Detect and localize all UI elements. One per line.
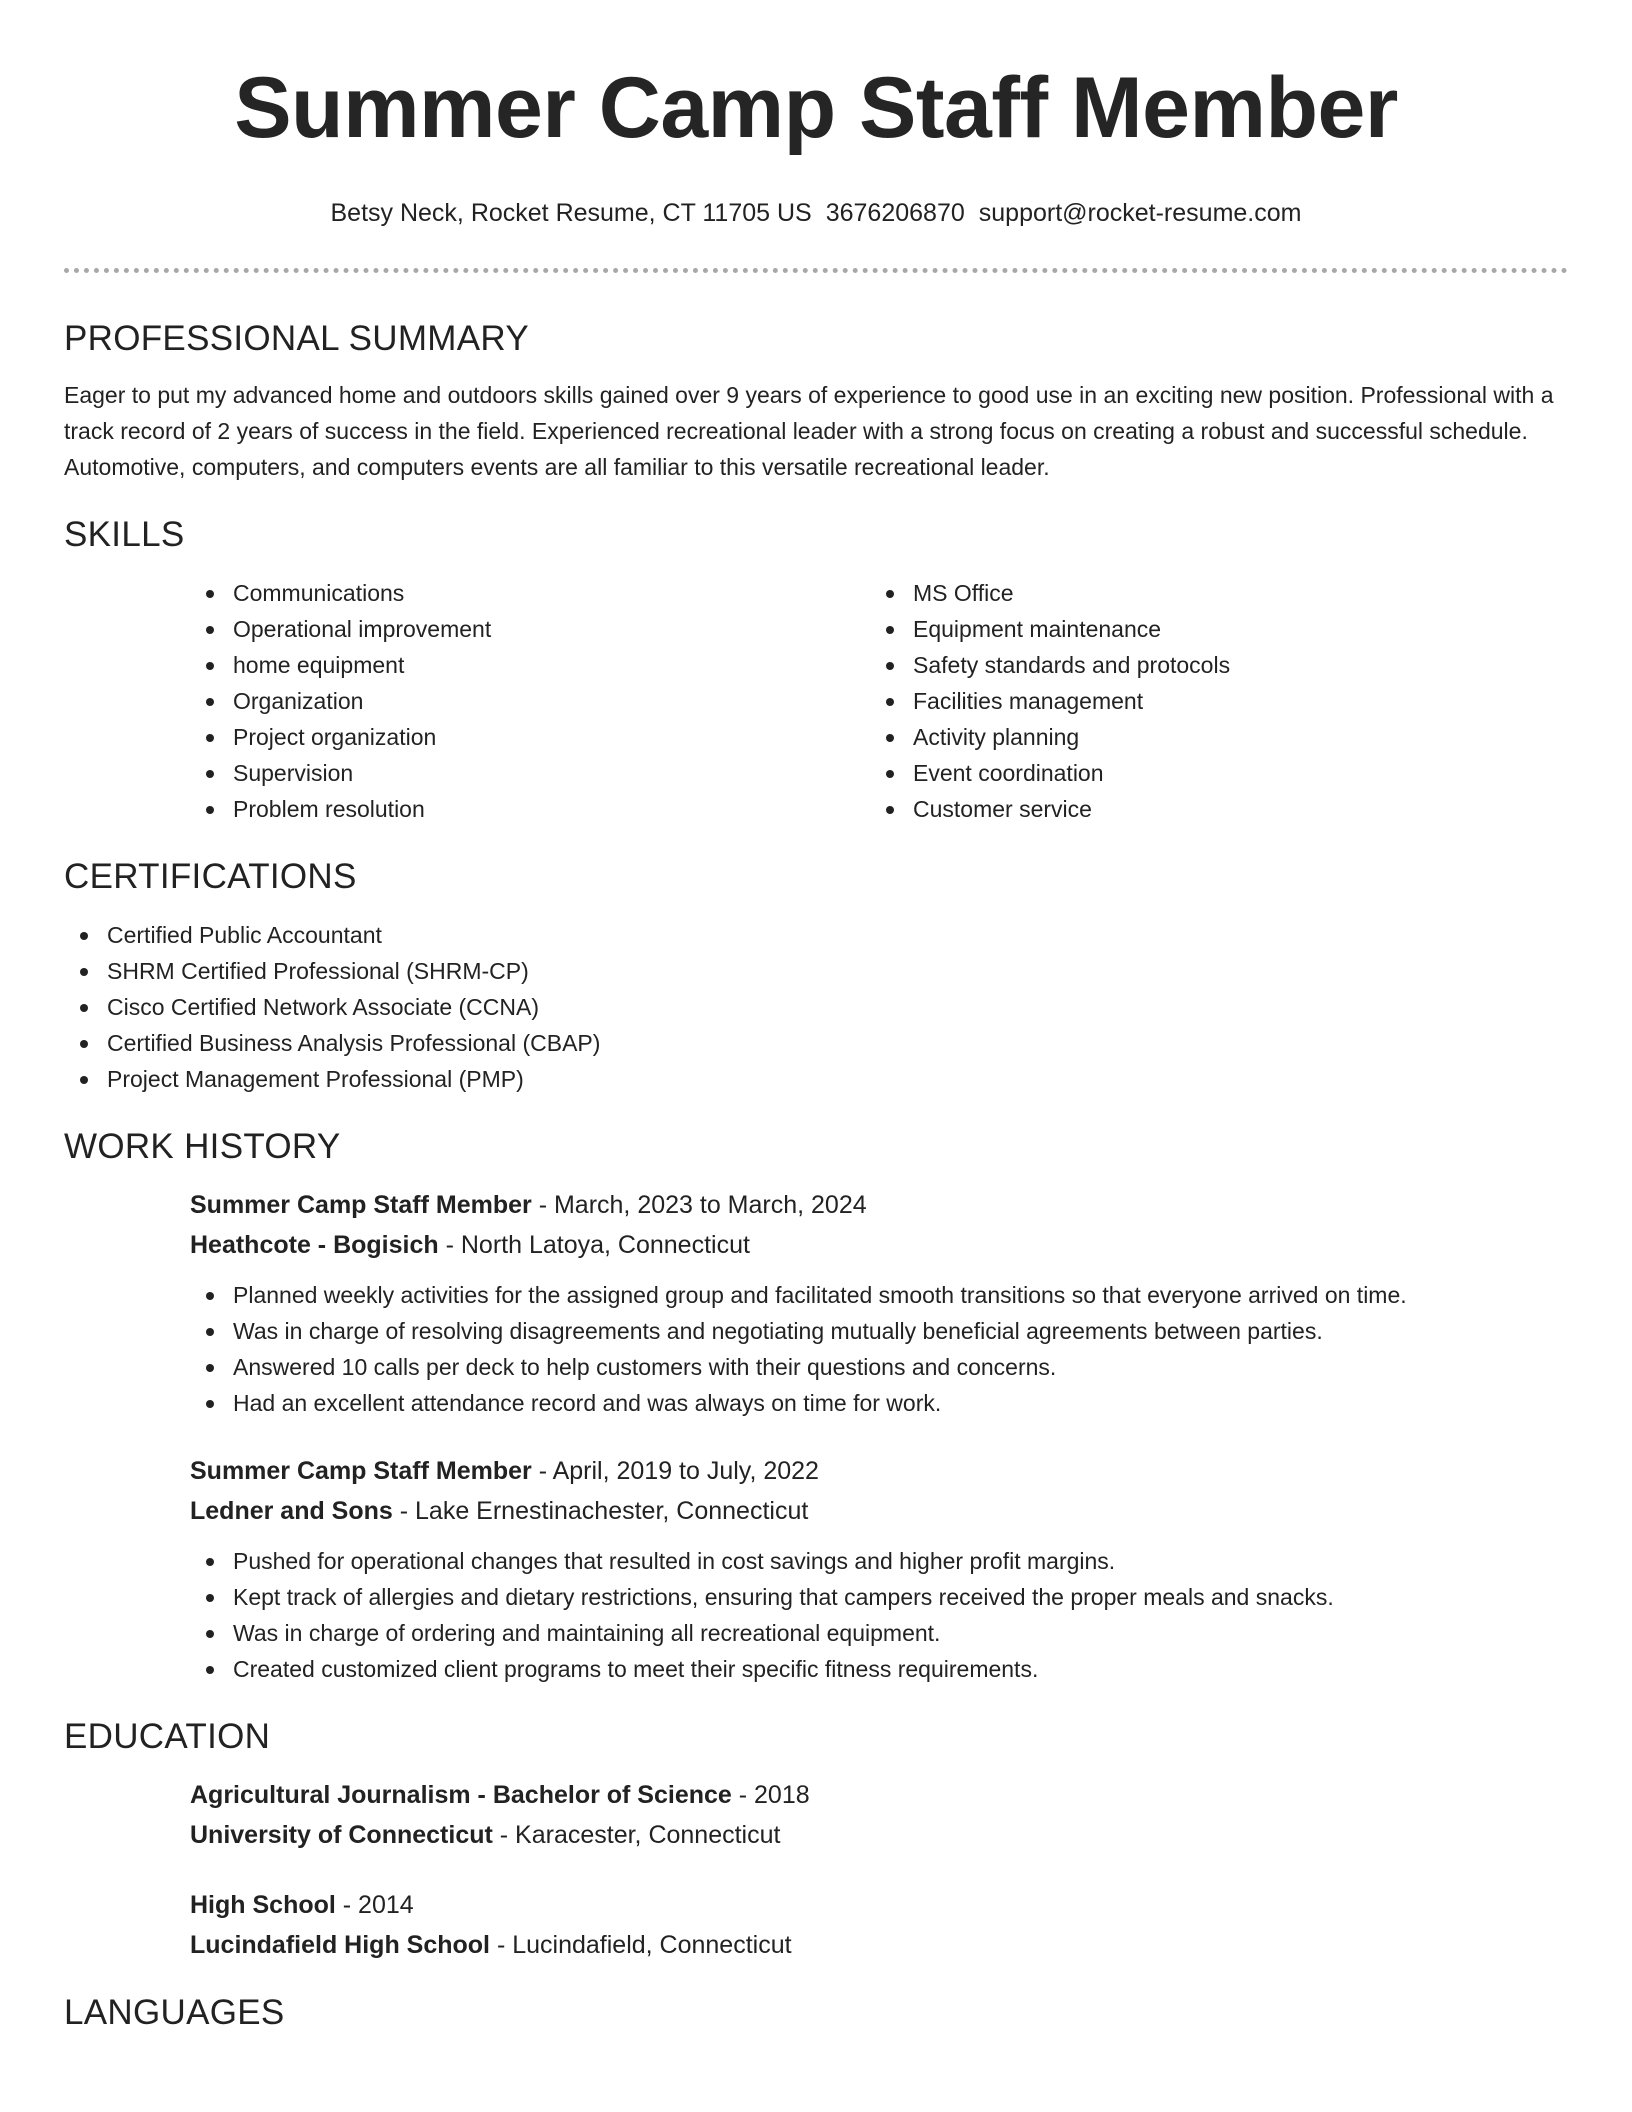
- bullet-icon: [206, 734, 214, 742]
- job-dates: - April, 2019 to July, 2022: [531, 1457, 819, 1485]
- skill-item: Supervision: [190, 755, 870, 791]
- bullet-icon: [206, 1364, 214, 1372]
- bullet-icon: [886, 734, 894, 742]
- skill-item: Operational improvement: [190, 611, 870, 647]
- job-company: Heathcote - Bogisich: [190, 1231, 439, 1259]
- skill-item: Communications: [190, 575, 870, 611]
- bullet-icon: [206, 1666, 214, 1674]
- skill-item: Problem resolution: [190, 791, 870, 827]
- job-duties: [190, 1543, 1568, 1687]
- education-degree-line: [190, 1885, 1568, 1925]
- skill-item: Facilities management: [870, 683, 1550, 719]
- bullet-icon: [80, 968, 88, 976]
- skills-column-right: [870, 575, 1550, 827]
- bullet-icon: [206, 1328, 214, 1336]
- job-title-line: [190, 1451, 1568, 1491]
- bullet-icon: [206, 626, 214, 634]
- job-title: Summer Camp Staff Member: [190, 1191, 532, 1219]
- job-location: - North Latoya, Connecticut: [438, 1231, 750, 1259]
- job-entry: [190, 1185, 1568, 1421]
- job-company-line: [190, 1491, 1568, 1531]
- job-location: - Lake Ernestinachester, Connecticut: [392, 1497, 809, 1525]
- education-year: - 2018: [731, 1781, 810, 1809]
- skill-item: MS Office: [870, 575, 1550, 611]
- bullet-icon: [80, 1076, 88, 1084]
- certification-item: SHRM Certified Professional (SHRM-CP): [64, 953, 1568, 989]
- job-title: Summer Camp Staff Member: [190, 1457, 532, 1485]
- certification-item: Certified Public Accountant: [64, 917, 1568, 953]
- education-school-line: [190, 1925, 1568, 1965]
- job-company: Ledner and Sons: [190, 1497, 393, 1525]
- education-degree: High School: [190, 1891, 336, 1919]
- duty-item: Was in charge of resolving disagreements and negotiating mutually beneficial agreements between parties.: [190, 1313, 1568, 1349]
- certifications-heading: CERTIFICATIONS: [64, 857, 357, 896]
- summary-heading: PROFESSIONAL SUMMARY: [64, 319, 529, 358]
- duty-item: Created customized client programs to meet their specific fitness requirements.: [190, 1651, 1568, 1687]
- bullet-icon: [886, 662, 894, 670]
- duty-item: Kept track of allergies and dietary restrictions, ensuring that campers received the proper meals and snacks.: [190, 1579, 1568, 1615]
- certification-item: Project Management Professional (PMP): [64, 1061, 1568, 1097]
- skills-column-left: [190, 575, 870, 827]
- skill-item: Equipment maintenance: [870, 611, 1550, 647]
- bullet-icon: [80, 1004, 88, 1012]
- education-entry: [190, 1775, 1568, 1855]
- job-duties: [190, 1277, 1568, 1421]
- bullet-icon: [206, 662, 214, 670]
- bullet-icon: [206, 698, 214, 706]
- job-title-line: [190, 1185, 1568, 1225]
- bullet-icon: [886, 626, 894, 634]
- education-school-line: [190, 1815, 1568, 1855]
- education-location: - Lucindafield, Connecticut: [490, 1931, 792, 1959]
- bullet-icon: [206, 806, 214, 814]
- duty-item: Was in charge of ordering and maintaining all recreational equipment.: [190, 1615, 1568, 1651]
- education-degree-line: [190, 1775, 1568, 1815]
- duty-item: Had an excellent attendance record and was always on time for work.: [190, 1385, 1568, 1421]
- bullet-icon: [206, 1558, 214, 1566]
- summary-text: Eager to put my advanced home and outdoors skills gained over 9 years of experience to good use in an exciting new position. Professional with a track record of 2 years of success in the field. Experienced recreational leader with a strong focus on creating a robust and successful schedule. Automotive, computers, and computers events are all familiar to this versatile recreational leader.: [64, 382, 1554, 480]
- skills-list: [190, 575, 1568, 827]
- skill-item: Organization: [190, 683, 870, 719]
- certifications-list: [64, 917, 1568, 1097]
- bullet-icon: [206, 1630, 214, 1638]
- education-heading: EDUCATION: [64, 1717, 271, 1756]
- skill-item: Safety standards and protocols: [870, 647, 1550, 683]
- contact-address: Betsy Neck, Rocket Resume, CT 11705 US: [330, 199, 812, 227]
- work-history-heading: WORK HISTORY: [64, 1127, 341, 1166]
- bullet-icon: [886, 590, 894, 598]
- duty-item: Planned weekly activities for the assigned group and facilitated smooth transitions so that everyone arrived on time.: [190, 1277, 1568, 1313]
- duty-item: Pushed for operational changes that resulted in cost savings and higher profit margins.: [190, 1543, 1568, 1579]
- duty-item: Answered 10 calls per deck to help customers with their questions and concerns.: [190, 1349, 1568, 1385]
- skill-item: Event coordination: [870, 755, 1550, 791]
- contact-phone: 3676206870: [825, 199, 965, 227]
- header-divider: [64, 268, 1568, 273]
- contact-line: [64, 198, 1568, 228]
- bullet-icon: [80, 1040, 88, 1048]
- bullet-icon: [206, 1292, 214, 1300]
- job-dates: - March, 2023 to March, 2024: [531, 1191, 867, 1219]
- certification-item: Certified Business Analysis Professional (CBAP): [64, 1025, 1568, 1061]
- bullet-icon: [886, 698, 894, 706]
- education-year: - 2014: [335, 1891, 414, 1919]
- job-company-line: [190, 1225, 1568, 1265]
- resume-title: Summer Camp Staff Member: [234, 60, 1398, 156]
- education-degree: Agricultural Journalism - Bachelor of Science: [190, 1781, 732, 1809]
- bullet-icon: [80, 932, 88, 940]
- bullet-icon: [206, 1594, 214, 1602]
- job-entry: [190, 1451, 1568, 1687]
- bullet-icon: [886, 770, 894, 778]
- skills-heading: SKILLS: [64, 515, 185, 554]
- education-school: University of Connecticut: [190, 1821, 493, 1849]
- education-school: Lucindafield High School: [190, 1931, 490, 1959]
- bullet-icon: [206, 770, 214, 778]
- bullet-icon: [206, 1400, 214, 1408]
- education-location: - Karacester, Connecticut: [492, 1821, 781, 1849]
- bullet-icon: [206, 590, 214, 598]
- education-entry: [190, 1885, 1568, 1965]
- languages-heading: LANGUAGES: [64, 1993, 285, 2032]
- skill-item: Project organization: [190, 719, 870, 755]
- skill-item: home equipment: [190, 647, 870, 683]
- certification-item: Cisco Certified Network Associate (CCNA): [64, 989, 1568, 1025]
- skill-item: Customer service: [870, 791, 1550, 827]
- contact-email: support@rocket-resume.com: [978, 199, 1302, 227]
- skill-item: Activity planning: [870, 719, 1550, 755]
- bullet-icon: [886, 806, 894, 814]
